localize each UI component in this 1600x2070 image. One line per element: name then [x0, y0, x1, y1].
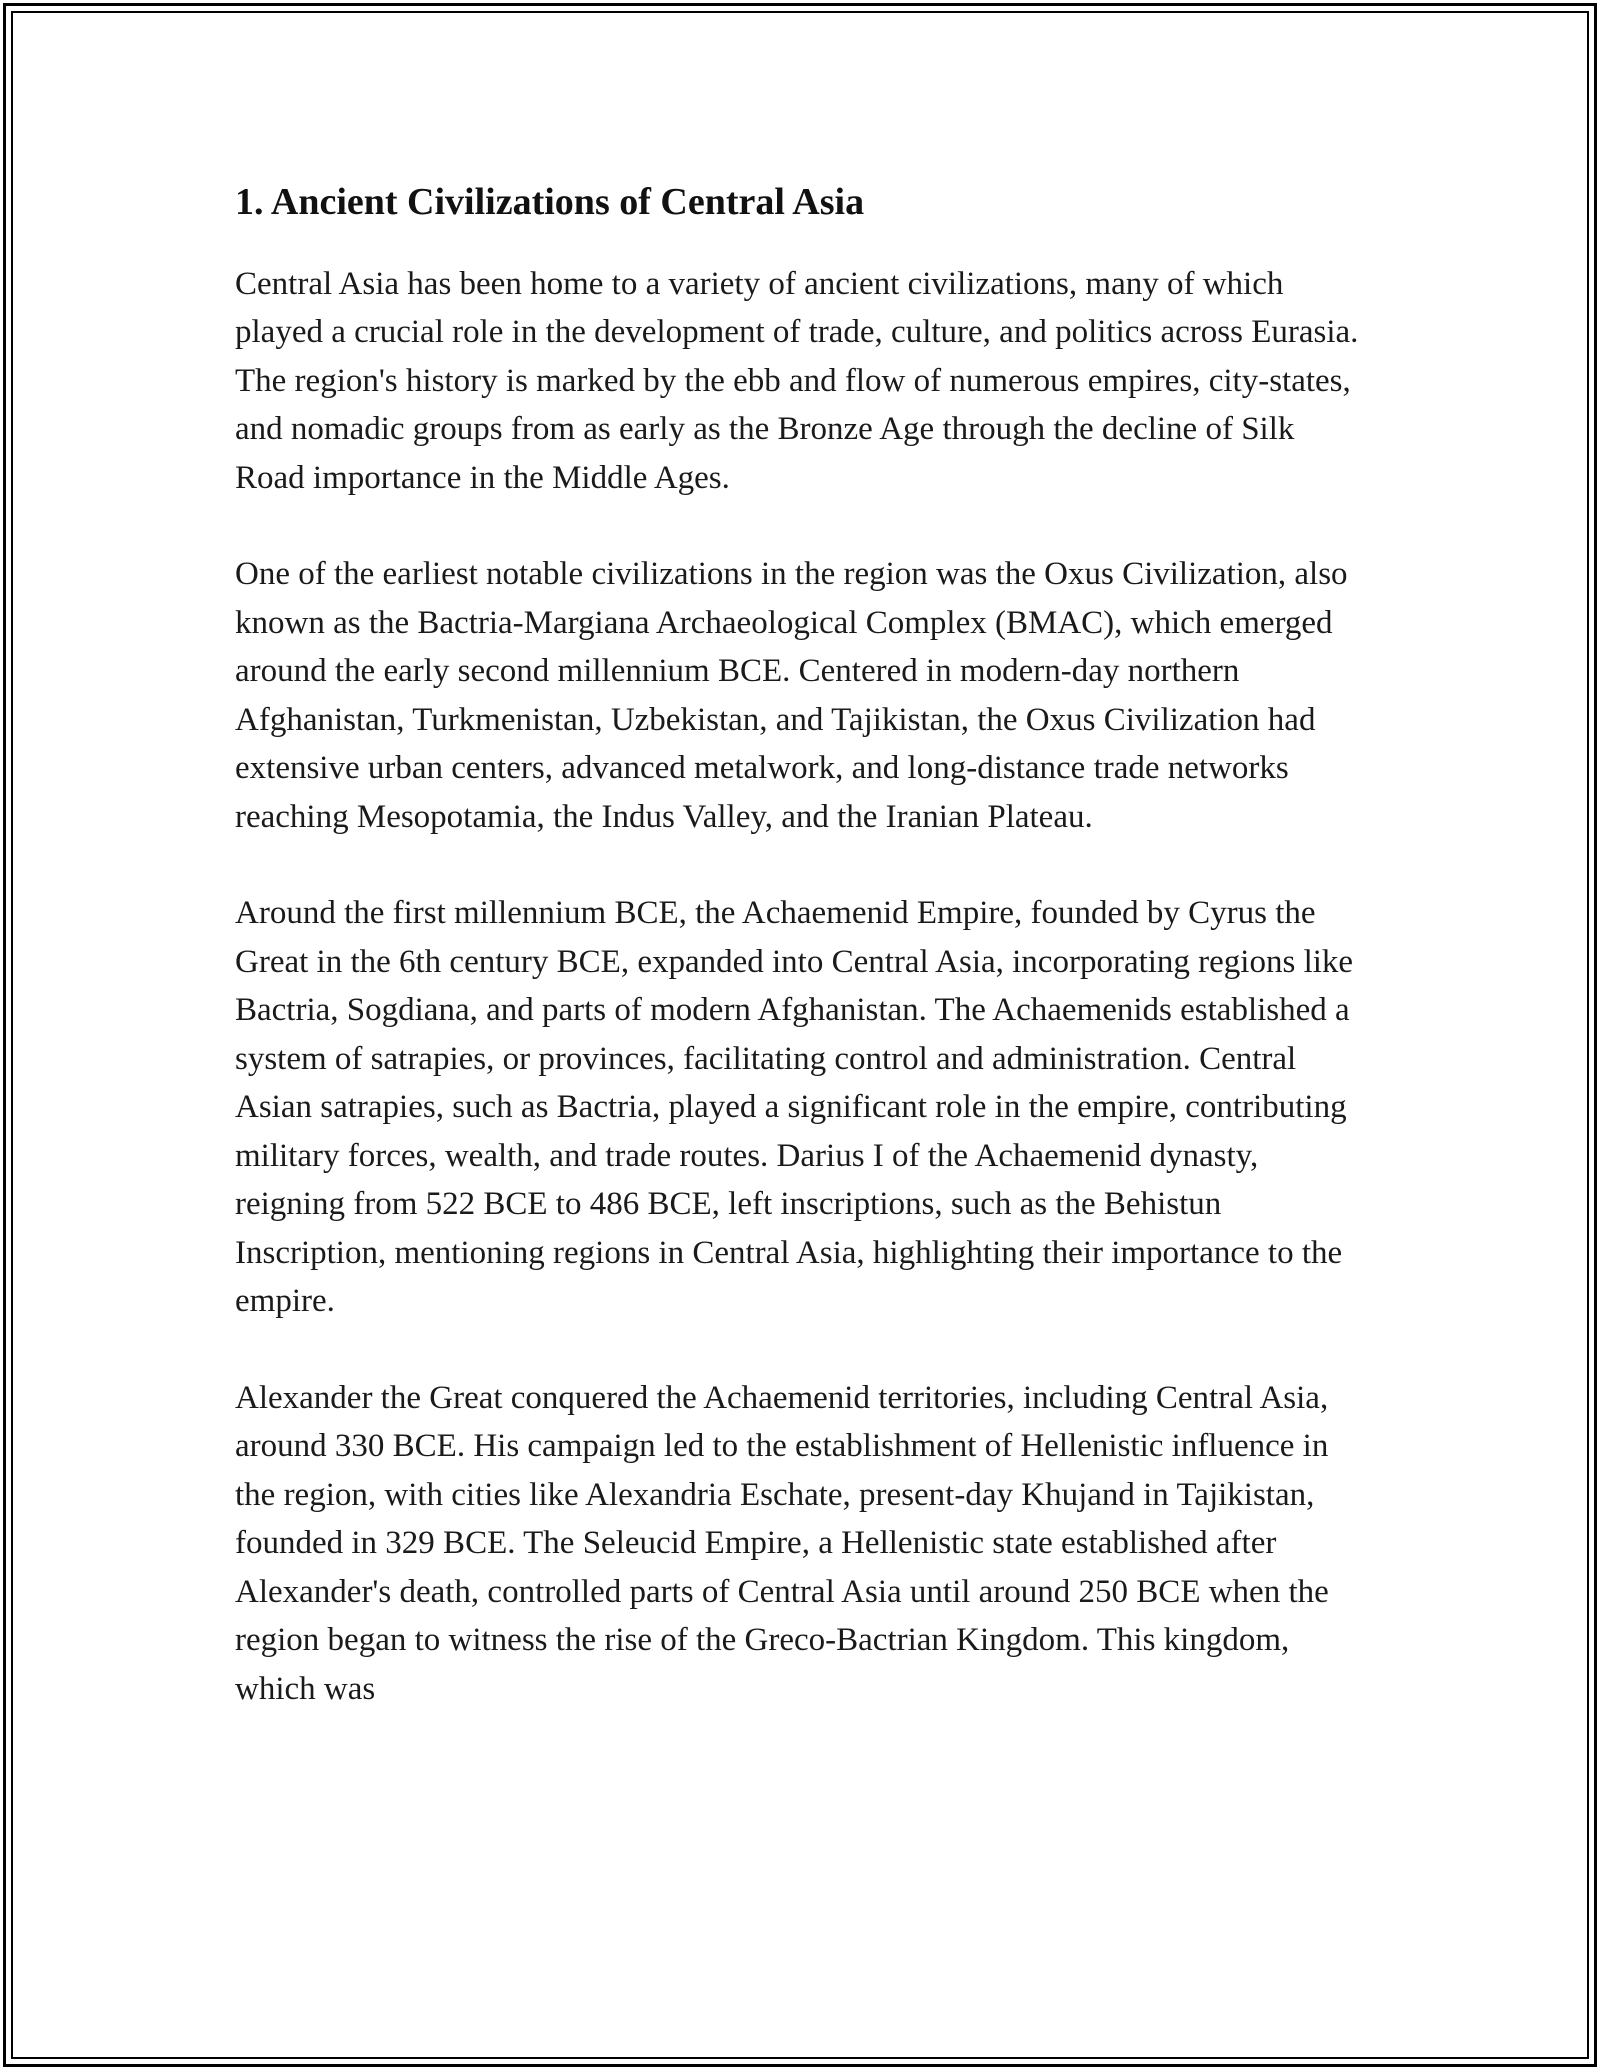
paragraph-oxus-civilization: One of the earliest notable civilizations in the region was the Oxus Civilization, also known as the Bactria-Margiana Archaeological Complex (BMAC), which emerged around the early second millennium BCE. Centered in modern-day northern Afghanistan, Turkmenistan, Uzbekistan, and Tajikistan, the Oxus Civilization had extensive urban centers, advanced metalwork, and long-distance trade networks reaching Mesopotamia, the Indus Valley, and the Iranian Plateau.	[235, 556, 1348, 835]
paragraph-intro: Central Asia has been home to a variety of ancient civilizations, many of which played a crucial role in the development of trade, culture, and politics across Eurasia. The region's history is marked by the ebb and flow of numerous empires, city-states, and nomadic groups from as early as the Bronze Age through the decline of Silk Road importance in the Middle Ages.	[235, 265, 1359, 496]
section-heading: 1. Ancient Civilizations of Central Asia	[235, 181, 865, 223]
paragraph-alexander-the-great: Alexander the Great conquered the Achaemenid territories, including Central Asia, around 330 BCE. His campaign led to the establishment of Hellenistic influence in the region, with cities like Alexandria Eschate, present-day Khujand in Tajikistan, founded in 329 BCE. The Seleucid Empire, a Hellenistic state established after Alexander's death, controlled parts of Central Asia until around 250 BCE when the region began to witness the rise of the Greco-Bactrian Kingdom. This kingdom, which was	[235, 1379, 1329, 1707]
document-body	[235, 180, 1370, 1761]
paragraph-achaemenid-empire: Around the first millennium BCE, the Achaemenid Empire, founded by Cyrus the Great in the 6th century BCE, expanded into Central Asia, incorporating regions like Bactria, Sogdiana, and parts of modern Afghanistan. The Achaemenids established a system of satrapies, or provinces, facilitating control and administration. Central Asian satrapies, such as Bactria, played a significant role in the empire, contributing military forces, wealth, and trade routes. Darius I of the Achaemenid dynasty, reigning from 522 BCE to 486 BCE, left inscriptions, such as the Behistun Inscription, mentioning regions in Central Asia, highlighting their importance to the empire.	[235, 895, 1354, 1320]
